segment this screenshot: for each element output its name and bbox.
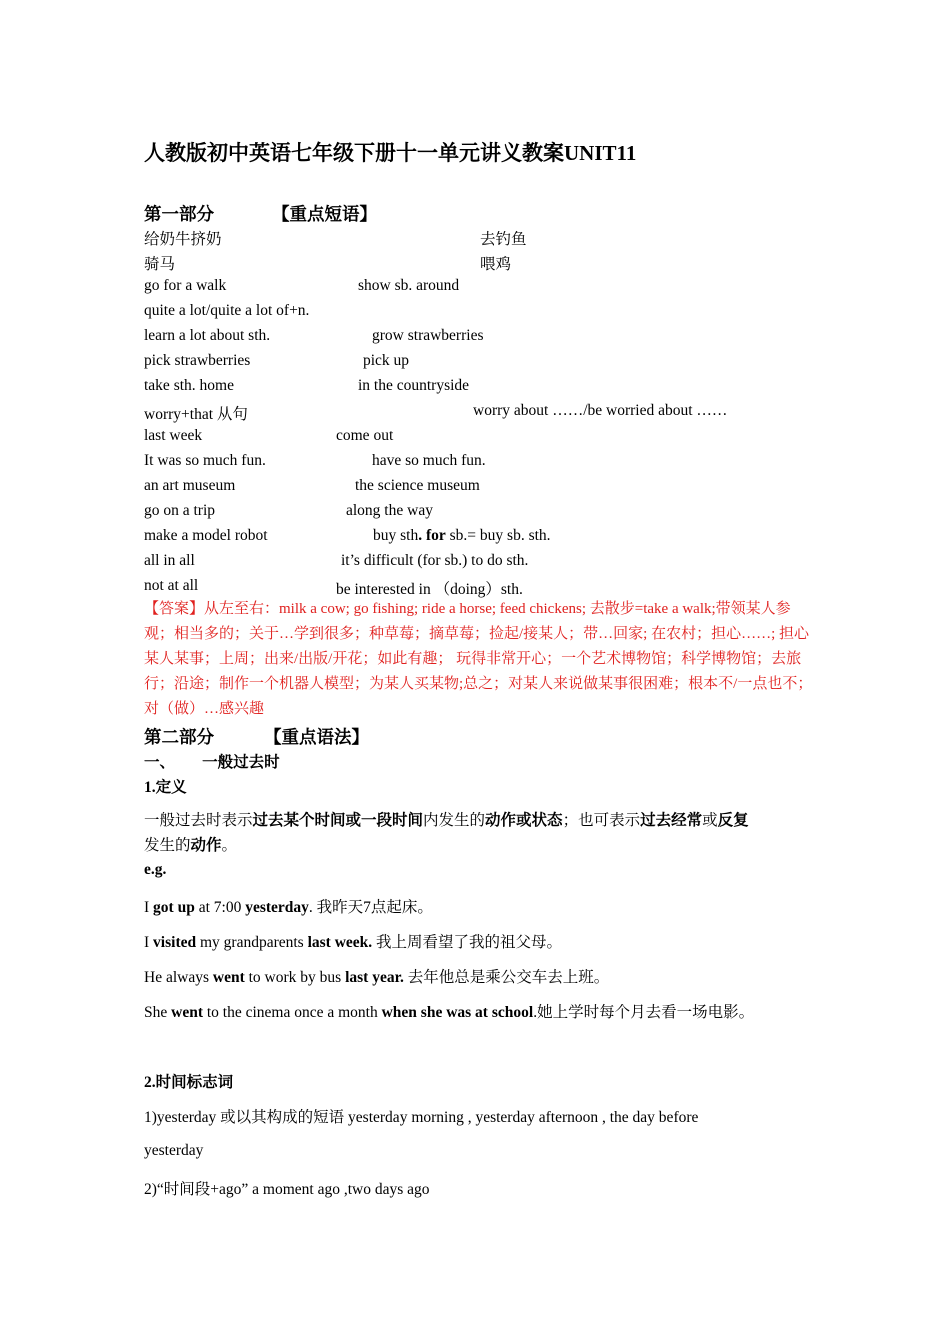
example-sentence — [144, 1000, 754, 1022]
example-sentence — [144, 965, 609, 987]
time-marker-line: 1)yesterday 或以其构成的短语 yesterday morning , yesterday afternoon , the day before — [144, 1109, 699, 1126]
phrase-row — [144, 552, 824, 574]
time-markers-title: 2.时间标志词 — [144, 1074, 234, 1091]
phrase-left: worry+that 从句 — [144, 406, 248, 423]
answer-paragraph: 【答案】从左至右：milk a cow; go fishing; ride a horse; feed chickens; 去散步=take a walk;带领某人参观；相当多的；关于…学到很多；种草莓；摘草莓；捡起/接某人；带…回家; 在农村；担心……; 担心某人某事；上周；出来/出版/开花；如此有趣； 玩得非常开心；一个艺术博物馆；科学博物馆；去旅行；沿途；制作一个机器人模型；为某人买某物;总之；对某人来说做某事很困难；根本不/一点也不； 对（做）…感兴趣 — [144, 601, 813, 717]
eg-label: e.g. — [144, 861, 167, 878]
phrase-right: 喂鸡 — [480, 256, 512, 273]
phrase-left: make a model robot — [144, 527, 268, 544]
def-text: 内发生的 — [423, 812, 486, 829]
phrase-right: it’s difficult (for sb.) to do sth. — [341, 552, 529, 569]
example-bold: last week. — [307, 934, 373, 951]
part2-bracket: 【重点语法】 — [264, 727, 369, 747]
def-bold: 动作或状态 — [485, 812, 563, 829]
time-marker-line: 2)“时间段+ago” a moment ago ,two days ago — [144, 1181, 430, 1198]
part1-bracket: 【重点短语】 — [272, 204, 377, 224]
example-text: my grandparents — [196, 934, 308, 951]
example-bold: went — [171, 1004, 203, 1021]
phrase-right: in the countryside — [358, 377, 470, 394]
example-text: to work by bus — [244, 969, 346, 986]
example-text: . 我昨天7点起床。 — [308, 899, 433, 916]
def-bold: 过去经常 — [640, 812, 703, 829]
grammar-subheading: 一、 一般过去时 — [144, 754, 280, 771]
example-text: .她上学时每个月去看一场电影。 — [533, 1004, 755, 1021]
phrase-row — [144, 377, 824, 399]
phrase-right: grow strawberries — [372, 327, 484, 344]
phrase-left: an art museum — [144, 477, 236, 494]
phrase-row — [144, 452, 824, 474]
example-bold: when she was at school — [381, 1004, 534, 1021]
phrase-row — [144, 252, 824, 274]
def-text: 一般过去时表示 — [144, 812, 253, 829]
example-text: She — [144, 1004, 172, 1021]
phrase-right: come out — [336, 427, 394, 444]
phrase-right: 去钓鱼 — [480, 231, 527, 248]
definition-paragraph — [144, 808, 820, 858]
example-bold: visited — [153, 934, 197, 951]
phrase-right: have so much fun. — [372, 452, 486, 469]
phrase-row — [144, 477, 824, 499]
example-text: to the cinema once a month — [202, 1004, 382, 1021]
phrase-left: 骑马 — [144, 256, 176, 273]
example-bold: went — [212, 969, 245, 986]
phrase-left: pick strawberries — [144, 352, 251, 369]
def-text: ；也可表示 — [562, 812, 641, 829]
def-text: 发生的 — [144, 837, 191, 854]
phrase-right: pick up — [363, 352, 410, 369]
phrase-row — [144, 502, 824, 524]
example-bold: last year. — [345, 969, 404, 986]
document-title: 人教版初中英语七年级下册十一单元讲义教案UNIT11 — [144, 141, 637, 165]
example-sentence — [144, 930, 562, 952]
phrase-left: go on a trip — [144, 502, 216, 519]
phrase-row — [144, 402, 824, 424]
example-bold: yesterday — [245, 899, 309, 916]
example-text: I — [144, 934, 154, 951]
phrase-left: not at all — [144, 577, 199, 594]
phrase-left: quite a lot/quite a lot of+n. — [144, 302, 310, 319]
phrase-row — [144, 352, 824, 374]
buy-phrase-pre: buy sth — [373, 527, 419, 544]
phrase-right: be interested in （doing）sth. — [336, 581, 523, 598]
part1-label: 第一部分 — [144, 204, 214, 224]
phrase-row — [144, 227, 824, 249]
phrase-left: It was so much fun. — [144, 452, 266, 469]
phrase-row — [144, 327, 824, 349]
phrase-left: last week — [144, 427, 203, 444]
def-text: 或 — [702, 812, 718, 829]
phrase-row — [144, 277, 824, 299]
def-bold: 动作 — [190, 837, 222, 854]
example-text: 去年他总是乘公交车去上班。 — [403, 969, 610, 986]
def-text: 。 — [221, 837, 238, 854]
phrase-row — [144, 427, 824, 449]
example-text: He always — [144, 969, 213, 986]
def-bold: 过去某个时间或一段时间 — [252, 812, 424, 829]
phrase-left: go for a walk — [144, 277, 227, 294]
buy-phrase-post: sb.= buy sb. sth. — [445, 527, 551, 544]
phrase-right: along the way — [346, 502, 433, 519]
phrase-right: show sb. around — [358, 277, 460, 294]
example-sentence — [144, 895, 433, 917]
definition-title: 1.定义 — [144, 779, 187, 796]
phrase-row — [144, 302, 824, 324]
phrase-right-buy — [373, 527, 551, 545]
phrase-left: take sth. home — [144, 377, 234, 394]
phrase-left: all in all — [144, 552, 195, 569]
part2-heading — [144, 724, 369, 749]
buy-phrase-bold: . for — [418, 527, 446, 544]
def-bold: 反复 — [717, 812, 749, 829]
time-marker-line: yesterday — [144, 1142, 204, 1159]
phrase-left: learn a lot about sth. — [144, 327, 271, 344]
phrase-row — [144, 577, 824, 599]
phrase-row — [144, 527, 824, 549]
example-text: 我上周看望了我的祖父母。 — [372, 934, 563, 951]
part2-label: 第二部分 — [144, 727, 214, 747]
example-text: I — [144, 899, 154, 916]
example-bold: got up — [153, 899, 195, 916]
phrase-right: the science museum — [355, 477, 480, 494]
phrase-right: worry about ……/be worried about …… — [473, 402, 728, 419]
part1-heading — [144, 201, 377, 226]
phrase-left: 给奶牛挤奶 — [144, 231, 222, 248]
example-text: at 7:00 — [194, 899, 246, 916]
